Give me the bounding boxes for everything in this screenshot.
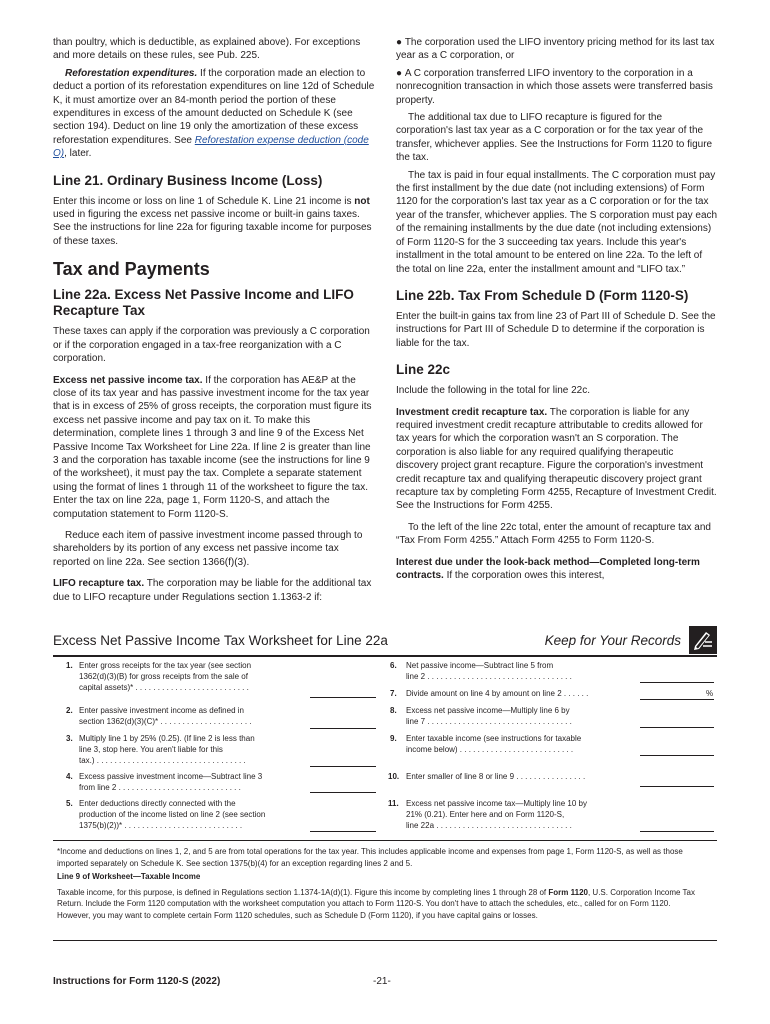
interest-text: If the corporation owes this interest, [443, 570, 605, 581]
line21-text-a: Enter this income or loss on line 1 of Schedule K. Line 21 income is [53, 195, 355, 207]
line-1-answer[interactable] [310, 697, 376, 698]
worksheet-middle-rule [53, 840, 717, 841]
line-number: 6. [390, 661, 397, 670]
reforestation-link[interactable]: Reforestation expense deduction (code O) [53, 134, 369, 160]
line-text: Divide amount on line 4 by amount on line 2 . . . . . . [406, 689, 589, 698]
line-number: 5. [66, 799, 73, 808]
line-6-answer[interactable] [640, 682, 714, 683]
line21-text-b: used in figuring the excess net passive income or built-in gains taxes. See the instructions for line 22a for figuring taxable income for purposes of these taxes. [53, 209, 372, 247]
line-8-answer[interactable] [640, 727, 714, 728]
page-number: -21- [373, 976, 391, 987]
worksheet-line-10 [388, 771, 630, 784]
reforestation-label: Reforestation expenditures. [65, 67, 198, 79]
worksheet-bottom-rule [53, 940, 717, 941]
taxable-text-b: , U.S. Corporation Income Tax Return. Include the Form 1120 computation with the worksheet computation you attach to Form 1120-S. You don't have to attach the schedules, etc., called for on Form 1120. However, you may want to complete certain Form 1120 schedules, such as Schedule D (Form 1120), if you have capital gains or losses. [57, 887, 695, 920]
line9-heading: Line 9 of Worksheet—Taxable Income [57, 872, 201, 881]
line-text: Enter taxable income (see instructions for taxable income below) . . . . . . . . . . . . . . . . . . . . . . . . . . [406, 734, 582, 754]
line-5-answer[interactable] [310, 831, 376, 832]
line21-heading: Line 21. Ordinary Business Income (Loss) [53, 172, 323, 188]
line21-not: not [354, 195, 370, 207]
worksheet-line-11 [388, 798, 630, 834]
line-10-answer[interactable] [640, 786, 714, 787]
line-2-answer[interactable] [310, 728, 376, 729]
line22b-heading: Line 22b. Tax From Schedule D (Form 1120-S) [396, 287, 689, 303]
worksheet-notes [57, 846, 697, 921]
enp-paragraph [53, 374, 375, 521]
line22c-paragraph: Include the following in the total for line 22c. [396, 385, 591, 397]
line-text: Net passive income—Subtract line 5 from line 2 . . . . . . . . . . . . . . . . . . . . . . . . . . . . . . . . . [406, 661, 572, 681]
lifo-paragraph [53, 577, 375, 604]
icr-text: The corporation is liable for any required investment credit recapture attributable to credits allowed for tax years for which the corporation wasn't an S corporation. The corporation is also liable for any required qualifying therapeutic discovery project grant recapture. Figure the corporation's investment credit recapture tax and qualifying therapeutic discovery project grant recapture tax by completing Form 4255, Recapture of Investment Credit. See the Instructions for Form 4255. [396, 406, 717, 512]
bullet-icon: ● [396, 37, 405, 48]
worksheet-footnote: *Income and deductions on lines 1, 2, and 5 are from total operations for the tax year. This includes applicable income and expenses from page 1, Form 1120-S, as well as those imported separately on Schedule K. See section 1375(b)(4) for an exception regarding lines 2 and 5. [57, 847, 683, 868]
icr-label: Investment credit recapture tax. [396, 406, 548, 418]
form-1120-ref: Form 1120 [548, 887, 588, 897]
percent-sign: % [706, 689, 714, 698]
line-text: Excess net passive income tax—Multiply line 10 by 21% (0.21). Enter here and on Form 1120-S, line 22a . . . . . . . . . . . . . . . . . . . . . . . . . . . . . . . [406, 799, 587, 830]
line-7-answer[interactable] [640, 699, 714, 700]
worksheet-line-3 [66, 733, 306, 769]
interest-paragraph [396, 556, 718, 583]
line-text: Excess net passive income—Multiply line 6 by line 7 . . . . . . . . . . . . . . . . . . . . . . . . . . . . . . . . . [406, 706, 572, 726]
worksheet-line-4 [66, 771, 306, 795]
worksheet-line-7 [390, 688, 630, 701]
worksheet-line-9 [390, 733, 630, 757]
worksheet-line-8 [390, 705, 630, 729]
left-column [53, 36, 375, 608]
bullet-1 [396, 36, 718, 63]
enp-text: If the corporation has AE&P at the close of its tax year and has passive investment income for the tax year that is in excess of 25% of gross receipts, the corporation must figure its excess net passive income and pay tax on it. To make this determination, complete lines 1 through 3 and line 9 of the Excess Net Passive Income Tax Worksheet for Line 22a. If line 2 is greater than line 3 and the corporation has taxable income (see the instructions for line 9 of the worksheet), it must pay the tax. Complete a separate statement using the format of lines 1 through 11 of the worksheet to figure the tax. Enter the tax on line 22a, page 1, Form 1120-S, and attach the computation statement to Form 1120-S. [53, 374, 372, 520]
line-text: Multiply line 1 by 25% (0.25). (If line 2 is less than line 3, stop here. You aren't liable for this tax.) . . . . . . . . . . . . . . . . . . . . . . . . . . . . . . . . . . [79, 734, 255, 765]
bullet-2 [396, 67, 718, 107]
reforestation-end: , later. [64, 148, 92, 160]
reforestation-text: If the corporation made an election to deduct a portion of its reforestation expenditures on line 12d of Schedule K, it must amortize over an 84-month period the portion of these expenditures in excess of the amount deducted on Schedule K (see section 194). Deduct on line 19 only the amortization of these excess reforestation expenditures. See [53, 67, 375, 146]
installments-paragraph: The tax is paid in four equal installments. The C corporation must pay the first installment by the due date (not including extensions) of Form 1120 for the corporation's last tax year as a C corporation or for the tax year of the transfer, whichever applies. The S corporation must pay each of the remaining installments by the due date (not including extensions) of Form 1120-S for the 3 succeeding tax years. Include this year's installment in the total amount to be entered on line 22a. To the left of the total on line 22a, enter the installment amount and “LIFO tax.” [396, 169, 718, 275]
worksheet-top-rule [53, 655, 717, 657]
line-text: Enter passive investment income as defined in section 1362(d)(3)(C)* . . . . . . . . . . . . . . . . . . . . . [79, 706, 252, 726]
line-text: Enter gross receipts for the tax year (see section 1362(d)(3)(B) for gross receipts from the sale of capital assets)* . . . . . . . . . . . . . . . . . . . . . . . . . . [79, 661, 252, 692]
lifo-label: LIFO recapture tax. [53, 578, 145, 590]
bullet-1-text: The corporation used the LIFO inventory pricing method for its last tax year as a C corporation, or [396, 37, 715, 62]
bullet-icon: ● [396, 67, 405, 79]
left-of-paragraph: To the left of the line 22c total, enter the amount of recapture tax and “Tax From Form 4255.” Attach Form 4255 to Form 1120-S. [396, 521, 711, 547]
additional-tax-paragraph: The additional tax due to LIFO recapture is figured for the corporation's last tax year as a C corporation or for the tax year of the transfer, whichever applies. See the Instructions for Form 1120 to figure the tax. [396, 112, 713, 164]
lifo-text: The corporation may be liable for the additional tax due to LIFO recapture under Regulations section 1.1363-2 if: [53, 578, 372, 603]
worksheet-title: Excess Net Passive Income Tax Worksheet for Line 22a [53, 633, 388, 648]
line22a-heading: Line 22a. Excess Net Passive Income and LIFO Recapture Tax [53, 287, 354, 319]
reforestation-paragraph [53, 67, 375, 161]
line-11-answer[interactable] [640, 831, 714, 832]
line22c-heading: Line 22c [396, 362, 451, 378]
bullet-2-text: A C corporation transferred LIFO inventory to the corporation in a nonrecognition transaction in which those assets were transferred basis property. [396, 67, 713, 106]
worksheet-header [53, 632, 717, 654]
taxable-income-paragraph [57, 887, 697, 922]
line-number: 2. [66, 706, 73, 715]
enp-label: Excess net passive income tax. [53, 374, 203, 386]
line-number: 7. [390, 689, 397, 698]
line-number: 10. [388, 772, 400, 781]
right-column [396, 36, 718, 586]
line-text: Enter deductions directly connected with the production of the income listed on line 2 (see section 1375(b)(2))* . . . . . . . . . . . . . . . . . . . . . . . . . . . [79, 799, 266, 830]
line-number: 1. [66, 661, 73, 670]
line-number: 4. [66, 772, 73, 781]
icr-paragraph [396, 406, 718, 513]
line-text: Excess passive investment income—Subtract line 3 from line 2 . . . . . . . . . . . . . . . . . . . . . . . . . . . . [79, 772, 263, 792]
footer-form-title: Instructions for Form 1120-S (2022) [53, 976, 221, 987]
tax-payments-heading: Tax and Payments [53, 259, 210, 280]
line22b-paragraph: Enter the built-in gains tax from line 23 of Part III of Schedule D. See the instructions for Part III of Schedule D to determine if the corporation is liable for the tax. [396, 310, 716, 349]
line-number: 8. [390, 706, 397, 715]
worksheet-line-2 [66, 705, 306, 729]
worksheet-line-6 [390, 660, 630, 684]
line21-paragraph [53, 195, 375, 249]
line-number: 11. [388, 799, 399, 808]
taxable-text-a: Taxable income, for this purpose, is defined in Regulations section 1.1374-1A(d)(1). Figure this income by completing lines 1 through 28 of [57, 887, 549, 897]
line-4-answer[interactable] [310, 792, 376, 793]
line-3-answer[interactable] [310, 766, 376, 767]
line-number: 3. [66, 734, 73, 743]
worksheet-line-5 [66, 798, 306, 834]
worksheet-line-1 [66, 660, 306, 696]
reduce-paragraph: Reduce each item of passive investment income passed through to shareholders by its portion of any excess net passive income tax reported on line 22a. See section 1366(f)(3). [53, 529, 363, 568]
keep-records-label: Keep for Your Records [544, 633, 681, 648]
line22a-paragraph: These taxes can apply if the corporation was previously a C corporation or if the corporation engaged in a tax-free reorganization with a C corporation. [53, 326, 370, 365]
pencil-icon [689, 626, 717, 654]
line-number: 9. [390, 734, 397, 743]
line-text: Enter smaller of line 8 or line 9 . . . . . . . . . . . . . . . . [406, 772, 586, 781]
interest-label: Interest due under the look-back method—Completed long-term contracts. [396, 556, 700, 581]
line-9-answer[interactable] [640, 755, 714, 756]
intro-paragraph: than poultry, which is deductible, as explained above). For exceptions and more details on these rules, see Pub. 225. [53, 37, 361, 62]
